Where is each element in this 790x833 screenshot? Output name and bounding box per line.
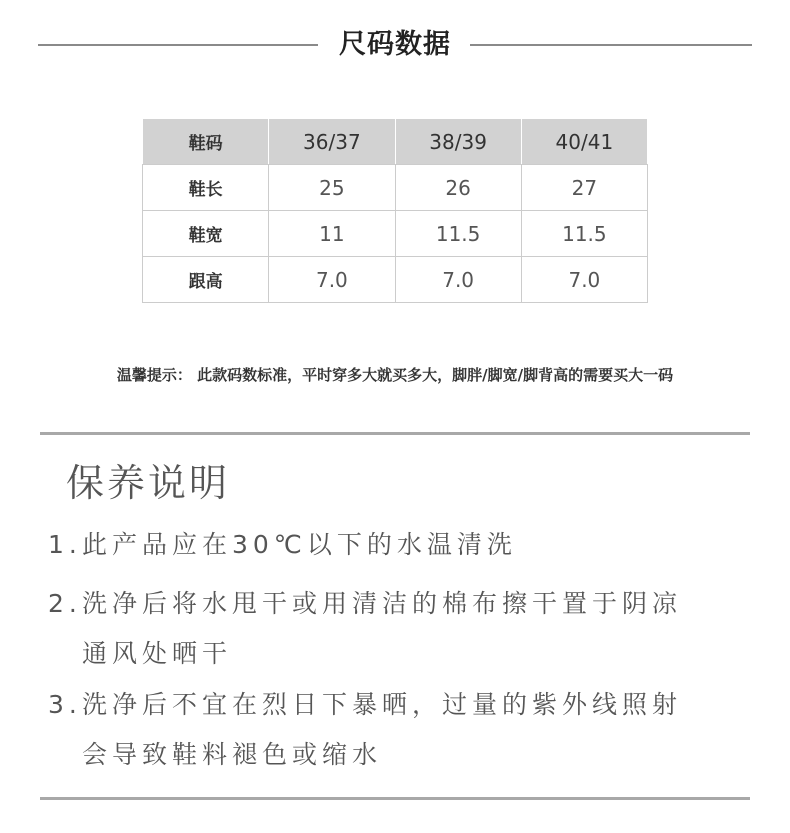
- header-cell-size: 鞋码: [143, 119, 269, 165]
- care-item-text-continued: 通风处晒干: [82, 639, 233, 668]
- table-cell: 7.0: [521, 257, 647, 303]
- care-item-3: [48, 680, 748, 780]
- table-row-length: [143, 165, 648, 211]
- divider-top: [40, 432, 750, 435]
- size-tip-text: 温馨提示： 此款码数标准，平时穿多大就买多大，脚胖/脚宽/脚背高的需要买大一码: [116, 366, 674, 384]
- table-cell: 26: [395, 165, 521, 211]
- care-item-text: 洗净后将水甩干或用清洁的棉布擦干置于阴凉: [82, 589, 683, 618]
- divider-bottom: [40, 797, 750, 800]
- table-cell: 7.0: [269, 257, 395, 303]
- table-cell: 11: [269, 211, 395, 257]
- care-item-2: [48, 579, 748, 679]
- care-item-text-continued: 会导致鞋料褪色或缩水: [82, 740, 383, 769]
- care-item-1: [48, 520, 748, 570]
- row-label-heel: 跟高: [143, 257, 269, 303]
- care-item-number: 1.: [48, 530, 82, 559]
- table-cell: 27: [521, 165, 647, 211]
- table-cell: 11.5: [521, 211, 647, 257]
- size-section-title: 尺码数据: [339, 29, 451, 60]
- table-cell: 11.5: [395, 211, 521, 257]
- table-header-row: [143, 119, 648, 165]
- care-item-text: 此产品应在30℃以下的水温清洗: [82, 530, 517, 559]
- header-cell-40-41: 40/41: [521, 119, 647, 165]
- header-line-right: [470, 44, 752, 46]
- header-cell-36-37: 36/37: [269, 119, 395, 165]
- care-section-title: 保养说明: [66, 461, 231, 505]
- care-item-text: 洗净后不宜在烈日下暴晒，过量的紫外线照射: [82, 690, 683, 719]
- header-cell-38-39: 38/39: [395, 119, 521, 165]
- care-item-number: 3.: [48, 690, 82, 719]
- table-row-width: [143, 211, 648, 257]
- table-cell: 7.0: [395, 257, 521, 303]
- table-row-heel: [143, 257, 648, 303]
- row-label-width: 鞋宽: [143, 211, 269, 257]
- row-label-length: 鞋长: [143, 165, 269, 211]
- care-item-number: 2.: [48, 589, 82, 618]
- table-cell: 25: [269, 165, 395, 211]
- size-table: [142, 118, 648, 303]
